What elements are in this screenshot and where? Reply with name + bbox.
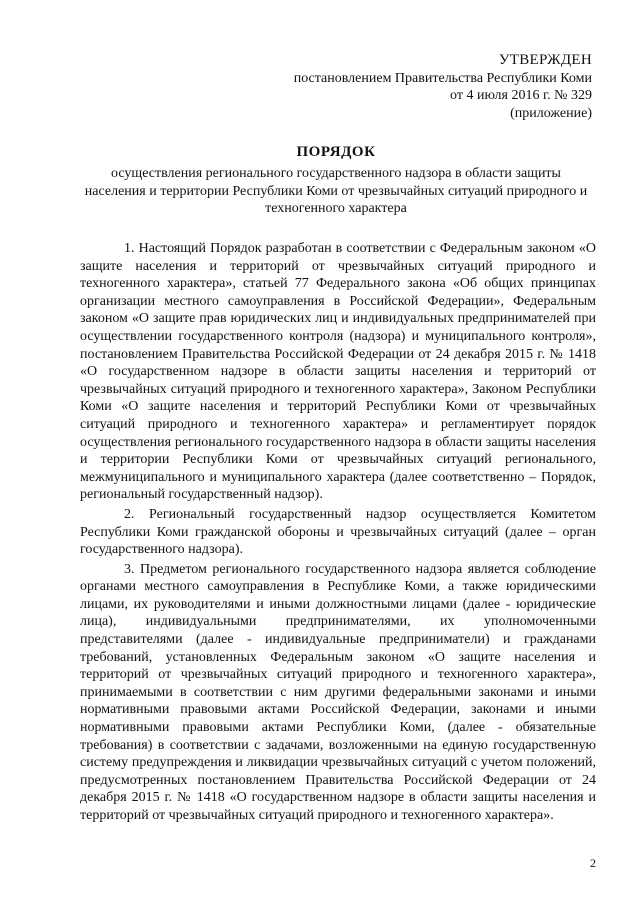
- title-block: [80, 144, 592, 218]
- document-body: [80, 240, 596, 827]
- document-subtitle: осуществления регионального государственного надзора в области защиты населения и территории Республики Коми от чрезвычайных ситуаций природного и техногенного характера: [84, 166, 588, 216]
- paragraph-1: 1. Настоящий Порядок разработан в соответствии с Федеральным законом «О защите населения и территорий от чрезвычайных ситуаций природного и техногенного характера», статьей 77 Федерального закона «Об общих принципах организации местного самоуправления в Российской Федерации», Федеральным законом «О защите прав юридических лиц и индивидуальных предпринимателей при осуществлении государственного контроля (надзора) и муниципального контроля», постановлением Правительства Российской Федерации от 24 декабря 2015 г. № 1418 «О государственном надзоре в области защиты населения и территорий от чрезвычайных ситуаций природного и техногенного характера», Законом Республики Коми «О защите населения и территорий Республики Коми от чрезвычайных ситуаций природного и техногенного характера» и регламентирует порядок осуществления регионального государственного надзора в области защиты населения и территории Республики Коми от чрезвычайных ситуаций регионального, межмуниципального и муниципального характера (далее соответственно – Порядок, региональный государственный надзор).: [80, 241, 596, 503]
- approval-appendix: (приложение): [510, 105, 592, 121]
- approval-date: от 4 июля 2016 г. № 329: [450, 88, 592, 103]
- approval-decree: постановлением Правительства Республики Коми: [293, 70, 592, 86]
- paragraph-2: 2. Региональный государственный надзор осуществляется Комитетом Республики Коми гражданской обороны и чрезвычайных ситуаций (далее – орган государственного надзора).: [80, 506, 596, 558]
- approval-heading: УТВЕРЖДЕН: [498, 52, 592, 68]
- page-number: 2: [590, 856, 596, 870]
- approval-stamp: [294, 52, 592, 122]
- document-title: ПОРЯДОК: [296, 144, 376, 160]
- paragraph-3: 3. Предметом регионального государственного надзора является соблюдение органами местного самоуправления в Республике Коми, а также юридическими лицами, их руководителями и иными должностными лицами (далее - юридические лица), индивидуальными предпринимателями, их уполномоченными представителями (далее - индивидуальные предприниматели) и гражданами требований, установленных Федеральным законом «О защите населения и территорий от чрезвычайных ситуаций природного и техногенного характера», принимаемыми в соответствии с ним другими федеральными законами и иными нормативными правовыми актами Российской Федерации, законами и иными нормативными правовыми актами Республики Коми, (далее - обязательные требования) в соответствии с задачами, возложенными на единую государственную систему предупреждения и ликвидации чрезвычайных ситуаций с учетом положений, предусмотренных постановлением Правительства Российской Федерации от 24 декабря 2015 г. № 1418 «О государственном надзоре в области защиты населения и территорий от чрезвычайных ситуаций природного и техногенного характера».: [80, 561, 596, 823]
